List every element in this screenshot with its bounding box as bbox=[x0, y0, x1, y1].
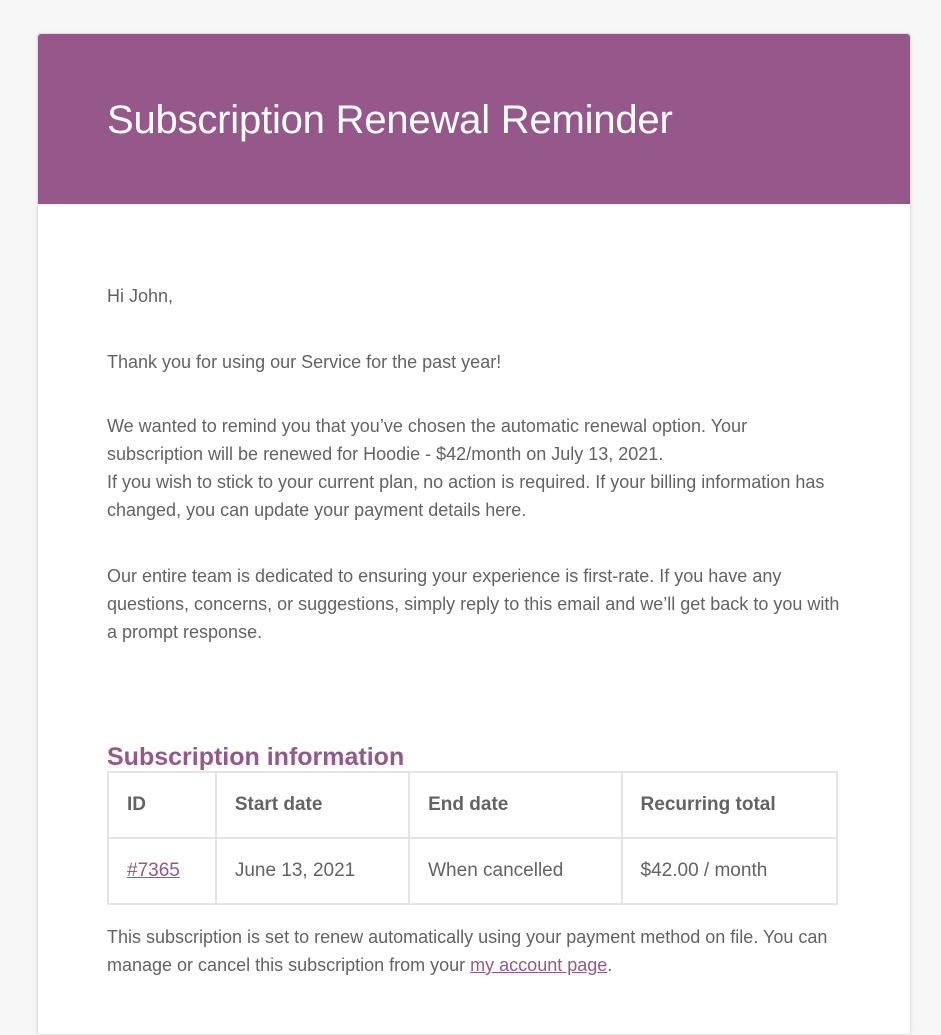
email-title: Subscription Renewal Reminder bbox=[107, 98, 673, 142]
column-header-start-date: Start date bbox=[216, 772, 409, 838]
reminder-line-2: If you wish to stick to your current plan, no action is required. If your billing information has changed, you can update your payment details here. bbox=[107, 472, 825, 520]
footnote-period: . bbox=[607, 955, 613, 975]
cell-end-date: When cancelled bbox=[409, 838, 621, 904]
greeting-text: Hi John, bbox=[107, 286, 174, 306]
column-header-recurring-total: Recurring total bbox=[622, 772, 837, 838]
reminder-line-1: We wanted to remind you that you’ve chosen the automatic renewal option. Your subscription will be renewed for Hoodie - $42/month on July 13, 2021. bbox=[107, 416, 748, 464]
column-header-id: ID bbox=[108, 772, 216, 838]
subscription-heading: Subscription information bbox=[107, 743, 405, 771]
subscription-table bbox=[107, 771, 838, 905]
thanks-text: Thank you for using our Service for the past year! bbox=[107, 352, 502, 372]
cell-id bbox=[108, 838, 216, 904]
my-account-link[interactable]: my account page bbox=[470, 955, 608, 975]
reminder-paragraph bbox=[107, 412, 842, 524]
email-header bbox=[38, 34, 910, 204]
subscription-footnote bbox=[107, 923, 842, 979]
column-header-end-date: End date bbox=[409, 772, 621, 838]
cell-start-date: June 13, 2021 bbox=[216, 838, 409, 904]
footnote-text: This subscription is set to renew automatically using your payment method on file. You can manage or cancel this subscription from your bbox=[107, 927, 828, 975]
team-paragraph: Our entire team is dedicated to ensuring your experience is first-rate. If you have any questions, concerns, or suggestions, simply reply to this email and we’ll get back to you with a prompt response. bbox=[107, 566, 840, 642]
cell-recurring-total: $42.00 / month bbox=[622, 838, 837, 904]
email-container bbox=[37, 33, 911, 1035]
table-header-row bbox=[108, 772, 837, 838]
table-row bbox=[108, 838, 837, 904]
subscription-id-link[interactable]: #7365 bbox=[127, 860, 180, 881]
